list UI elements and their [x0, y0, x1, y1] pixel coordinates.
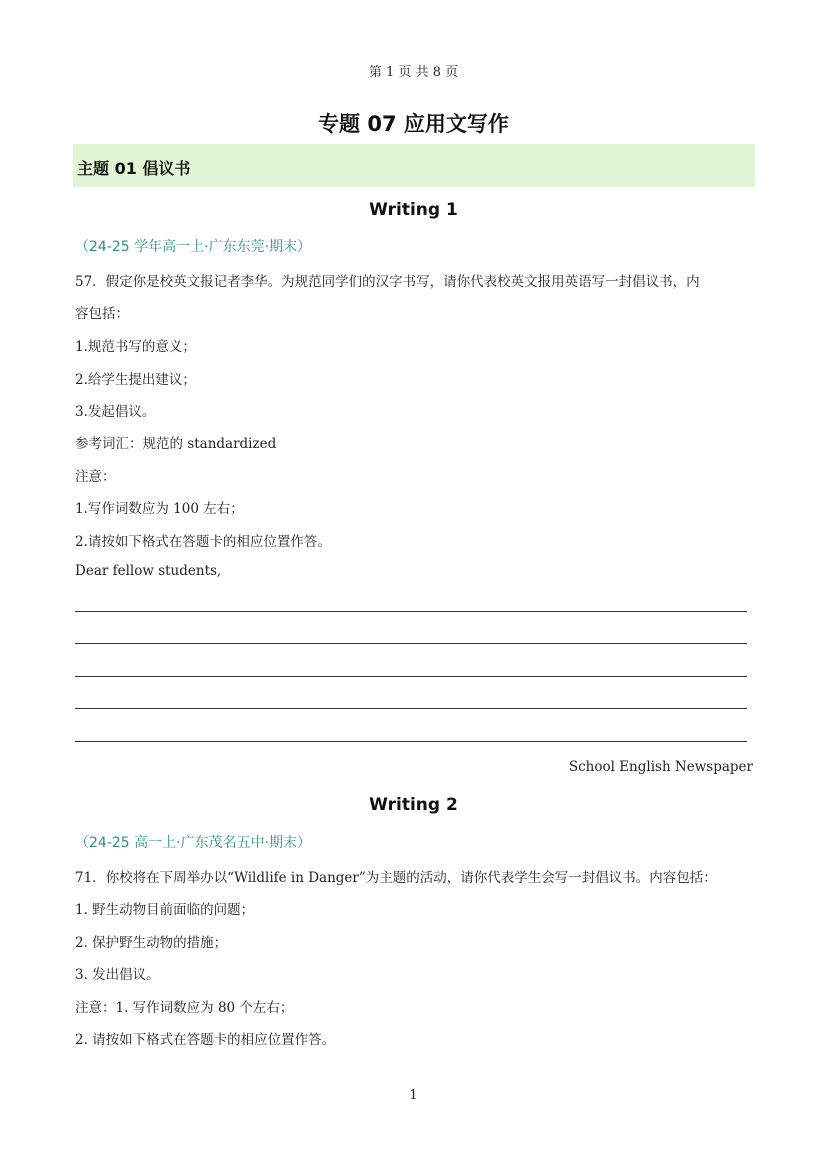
writing-2-requirement-item: 1. 野生动物目前面临的问题； [75, 902, 255, 918]
writing-1-prompt-line: 容包括： [75, 306, 129, 322]
topic-label: 主题 01 倡议书 [77, 159, 191, 178]
writing-1-salutation: Dear fellow students, [75, 563, 222, 579]
page-number: 1 [409, 1088, 418, 1103]
writing-1-source: （24-25 学年高一上·广东东莞·期末） [75, 239, 312, 255]
writing-2-note-item: 注意：1. 写作词数应为 80 个左右； [75, 1000, 294, 1016]
answer-line [75, 611, 747, 612]
answer-line [75, 676, 747, 677]
writing-1-heading: Writing 1 [369, 200, 458, 220]
writing-2-heading: Writing 2 [369, 795, 458, 815]
writing-1-note-item: 2.请按如下格式在答题卡的相应位置作答。 [75, 534, 331, 550]
writing-1-notes-label: 注意： [75, 469, 116, 485]
writing-1-signature: School English Newspaper [568, 759, 753, 775]
page-header: 第 1 页 共 8 页 [368, 65, 459, 80]
answer-line [75, 741, 747, 742]
writing-2-note-item: 2. 请按如下格式在答题卡的相应位置作答。 [75, 1032, 336, 1048]
answer-line [75, 643, 747, 644]
writing-2-source: （24-25 高一上·广东茂名五中·期末） [75, 835, 312, 851]
topic-banner [73, 144, 755, 187]
writing-1-requirement-item: 3.发起倡议。 [75, 404, 156, 420]
writing-2-requirement-item: 3. 发出倡议。 [75, 967, 160, 983]
writing-1-prompt-line: 57．假定你是校英文报记者李华。为规范同学们的汉字书写，请你代表校英文报用英语写一封倡议书，内 [75, 274, 700, 290]
writing-1-vocab-hint: 参考词汇：规范的 standardized [75, 436, 277, 452]
writing-1-requirement-item: 1.规范书写的意义； [75, 339, 196, 355]
writing-1-note-item: 1.写作词数应为 100 左右； [75, 501, 244, 517]
writing-2-requirement-item: 2. 保护野生动物的措施； [75, 935, 228, 951]
answer-line [75, 708, 747, 709]
writing-2-prompt-line: 71．你校将在下周举办以“Wildlife in Danger”为主题的活动，请你代表学生会写一封倡议书。内容包括： [75, 870, 717, 886]
writing-1-requirement-item: 2.给学生提出建议； [75, 372, 196, 388]
document-title: 专题 07 应用文写作 [318, 112, 509, 136]
